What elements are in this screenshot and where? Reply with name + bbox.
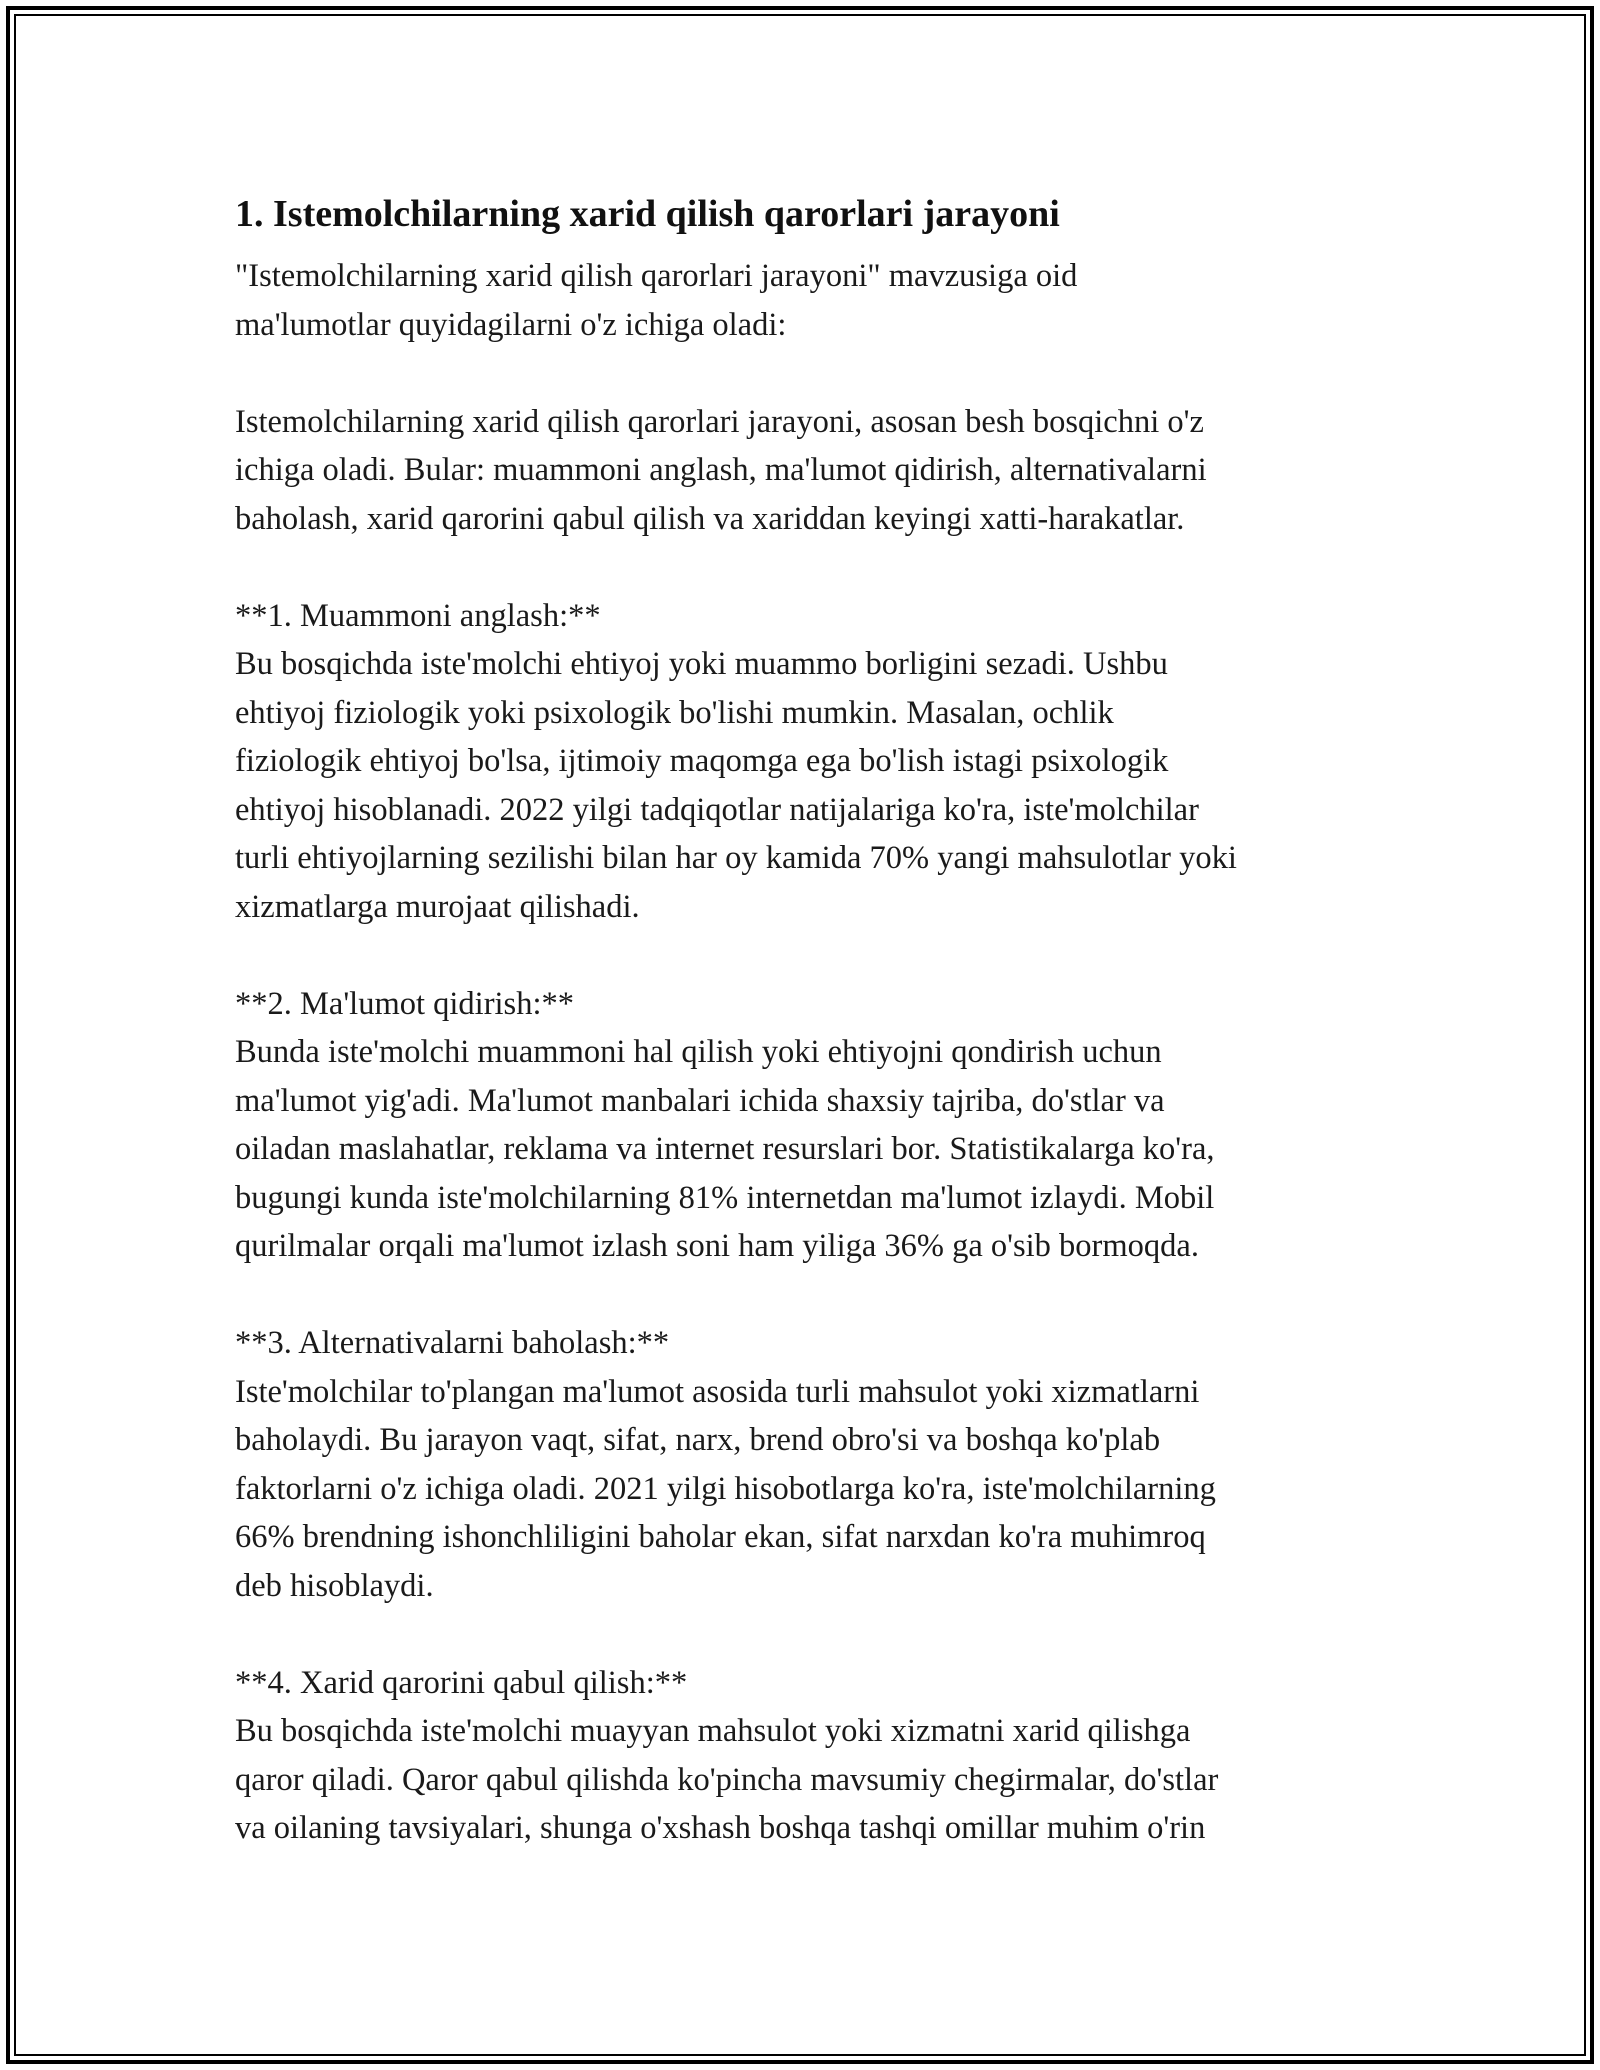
section-information-search [235, 980, 1385, 1271]
section-body: Bu bosqichda iste'molchi muayyan mahsulot yoki xizmatni xarid qilishga qaror qiladi. Qaror qabul qilishda ko'pincha mavsumiy chegirmalar, do'stlar va oilaning tavsiyalari, shunga o'xshash boshqa tashqi omillar muhim o'rin [235, 1713, 1219, 1846]
overview-paragraph: Istemolchilarning xarid qilish qarorlari jarayoni, asosan besh bosqichni o'z ichiga oladi. Bular: muammoni anglash, ma'lumot qidirish, alternativalarni baholash, xarid qarorini qabul qilish va xariddan keyingi xatti-harakatlar. [235, 403, 1207, 537]
section-heading: **4. Xarid qarorini qabul qilish:** [235, 1664, 688, 1701]
section-body: Bunda iste'molchi muammoni hal qilish yoki ehtiyojni qondirish uchun ma'lumot yig'adi. Ma'lumot manbalari ichida shaxsiy tajriba, do'stlar va oiladan maslahatlar, reklama va internet resurslari bor. Statistikalarga ko'ra, bugungi kunda iste'molchilarning 81% internetdan ma'lumot izlaydi. Mobil qurilmalar orqali ma'lumot izlash soni ham yiliga 36% ga o'sib bormoqda. [235, 1034, 1215, 1264]
section-heading: **2. Ma'lumot qidirish:** [235, 985, 574, 1022]
section-heading: **1. Muammoni anglash:** [235, 597, 601, 634]
section-body: Bu bosqichda iste'molchi ehtiyoj yoki muammo borligini sezadi. Ushbu ehtiyoj fiziologik yoki psixologik bo'lishi mumkin. Masalan, ochlik fiziologik ehtiyoj bo'lsa, ijtimoiy maqomga ega bo'lish istagi psixologik ehtiyoj hisoblanadi. 2022 yilgi tadqiqotlar natijalariga ko'ra, iste'molchilar turli ehtiyojlarning sezilishi bilan har oy kamida 70% yangi mahsulotlar yoki xizmatlarga murojaat qilishadi. [235, 646, 1237, 925]
section-heading: **3. Alternativalarni baholash:** [235, 1325, 670, 1361]
section-purchase-decision [235, 1659, 1385, 1853]
section-evaluation-of-alternatives [235, 1319, 1385, 1610]
section-body: Iste'molchilar to'plangan ma'lumot asosida turli mahsulot yoki xizmatlarni baholaydi. Bu jarayon vaqt, sifat, narx, brend obro'si va boshqa ko'plab faktorlarni o'z ichiga oladi. 2021 yilgi hisobotlarga ko'ra, iste'molchilarning 66% brendning ishonchliligini baholar ekan, sifat narxdan ko'ra muhimroq deb hisoblaydi. [235, 1373, 1216, 1604]
section-problem-recognition [235, 592, 1385, 932]
document-title: 1. Istemolchilarning xarid qilish qarorlari jarayoni [235, 193, 1060, 235]
intro-paragraph: "Istemolchilarning xarid qilish qarorlari jarayoni" mavzusiga oid ma'lumotlar quyidagilarni o'z ichiga oladi: [235, 258, 1078, 343]
document-body [235, 188, 1385, 1901]
